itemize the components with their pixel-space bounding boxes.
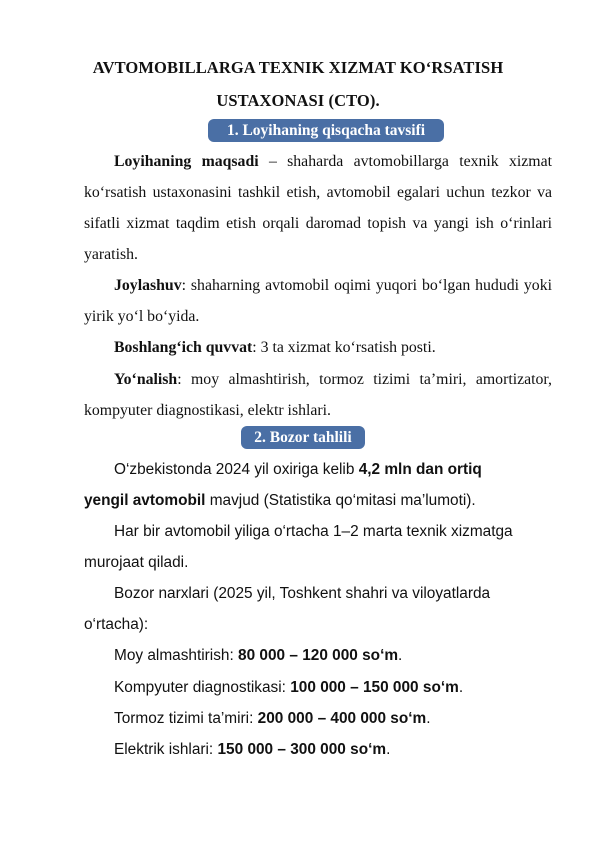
- price-value: 80 000 – 120 000 so‘m: [238, 647, 399, 664]
- price-label: Moy almashtirish:: [114, 647, 239, 664]
- market-paragraph-3: Bozor narxlari (2025 yil, Toshkent shahri va viloyatlarda o‘rtacha):: [84, 585, 491, 633]
- price-value: 150 000 – 300 000 so‘m: [217, 741, 387, 758]
- price-end: .: [398, 647, 403, 664]
- price-value: 200 000 – 400 000 so‘m: [257, 710, 427, 727]
- market-paragraph-2: Har bir avtomobil yiliga o‘rtacha 1–2 marta texnik xizmatga murojaat qiladi.: [84, 523, 513, 571]
- price-label: Kompyuter diagnostikasi:: [114, 679, 291, 696]
- goal-label: Loyihaning maqsadi: [114, 153, 259, 170]
- capacity-text: : 3 ta xizmat ko‘rsatish posti.: [252, 339, 436, 356]
- price-item: [114, 703, 431, 734]
- document-title-line1: AVTOMOBILLARGA TEXNIK XIZMAT KO‘RSATISH: [92, 58, 504, 77]
- goal-paragraph: [84, 146, 552, 270]
- price-item: [114, 640, 402, 671]
- location-paragraph: [84, 270, 552, 332]
- market-p1-before: O‘zbekistonda 2024 yil oxiriga kelib: [114, 461, 359, 478]
- location-text: : shaharning avtomobil oqimi yuqori bo‘lgan hududi yoki yirik yo‘l bo‘yida.: [84, 277, 552, 325]
- price-value: 100 000 – 150 000 so‘m: [290, 679, 459, 696]
- price-item: [114, 734, 390, 765]
- price-end: .: [458, 679, 464, 696]
- market-p1-bold: 4,2 mln dan ortiq yengil avtomobil: [84, 461, 482, 509]
- section1-heading: 1. Loyihaning qisqacha tavsifi: [208, 119, 444, 142]
- price-end: .: [386, 741, 391, 758]
- market-paragraph-1: [84, 454, 524, 516]
- goal-text: – shaharda avtomobillarga texnik xizmat ko‘rsatish ustaxonasini tashkil etish, avtomobil egalari uchun tezkor va sifatli xizmat taqdim etish orqali daromad topish va yangi ish o‘rinlari yaratish.: [84, 153, 552, 263]
- price-item: [114, 672, 463, 703]
- price-label: Tormoz tizimi ta’miri:: [114, 710, 258, 727]
- document-title-line2: USTAXONASI (CTO).: [216, 91, 380, 110]
- market-p1-after: mavjud (Statistika qo‘mitasi ma’lumoti).: [205, 492, 476, 509]
- direction-paragraph: [84, 364, 552, 426]
- location-label: Joylashuv: [114, 277, 182, 294]
- capacity-paragraph: [84, 332, 552, 363]
- price-end: .: [426, 710, 431, 727]
- capacity-label: Boshlang‘ich quvvat: [114, 339, 253, 356]
- section2-heading: 2. Bozor tahlili: [241, 426, 365, 449]
- price-label: Elektrik ishlari:: [114, 741, 218, 758]
- direction-label: Yo‘nalish: [114, 371, 178, 388]
- direction-text: : moy almashtirish, tormoz tizimi ta’miri, amortizator, kompyuter diagnostikasi, elektr ishlari.: [84, 371, 552, 419]
